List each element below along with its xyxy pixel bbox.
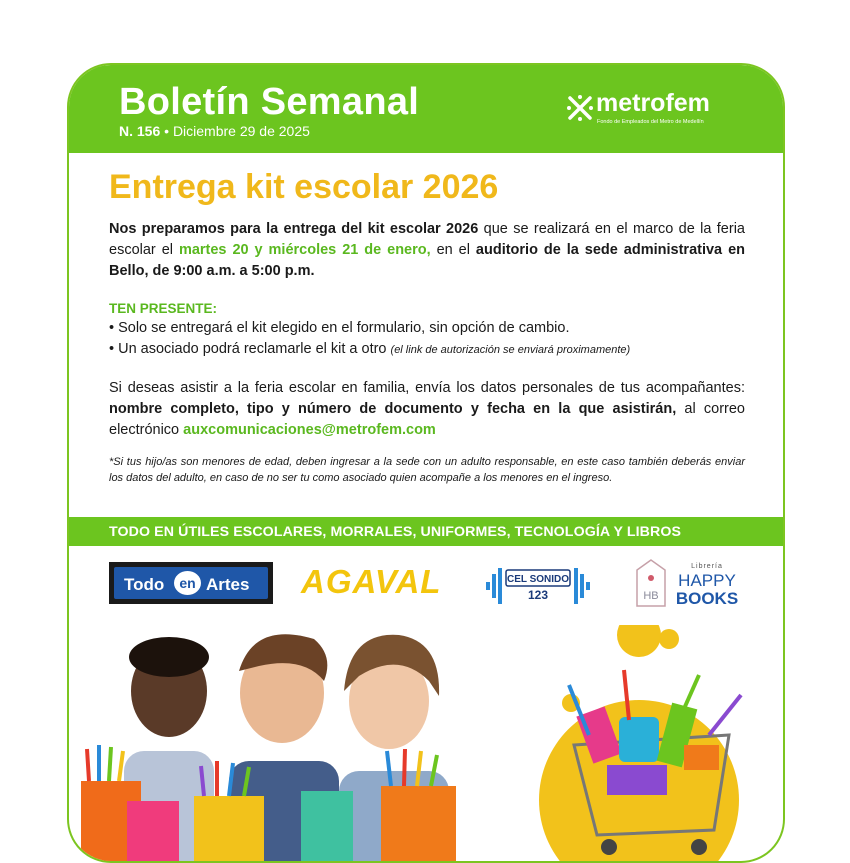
metrofem-x-icon	[566, 94, 594, 122]
bulletin-title: Boletín Semanal	[119, 81, 420, 123]
logo-tagline: Fondo de Empleados del Metro de Medellín	[597, 119, 704, 125]
article-intro	[109, 219, 745, 282]
cel-sonido-123-logo	[484, 558, 592, 614]
intro-bold: Nos preparamos para la entrega del kit escolar 2026	[109, 221, 479, 237]
family-text: Si deseas asistir a la feria escolar en familia, envía los datos personales de tus acompañantes:	[109, 380, 745, 396]
intro-text-2: en el	[430, 242, 476, 258]
children-photo	[69, 621, 509, 863]
books-word: BOOKS	[675, 589, 739, 608]
bullet-item	[109, 341, 630, 357]
en-word: en	[174, 571, 201, 595]
bulletin-card	[67, 63, 785, 863]
bullet-text: • Un asociado podrá reclamarle el kit a otro	[109, 341, 387, 357]
bulletin-subtitle	[119, 123, 310, 139]
products-band	[69, 517, 783, 546]
sonido-number: 123	[527, 588, 549, 602]
bullet-note: (el link de autorización se enviará proximamente)	[390, 344, 631, 356]
ten-presente-heading: TEN PRESENTE:	[109, 301, 218, 316]
issue-number: N. 156	[119, 123, 161, 139]
sonido-name: CEL SONIDO	[506, 574, 570, 585]
minors-note: *Si tus hijo/as son menores de edad, deben ingresar a la sede con un adulto responsable, en este caso también deberás enviar los datos del adulto, en caso de no ser tu como asociado quien acompañe a los menores en el ingreso.	[109, 456, 745, 484]
issue-date: Diciembre 29 de 2025	[172, 123, 310, 139]
article-family-paragraph	[109, 378, 745, 441]
logo-name: metrofem	[596, 89, 710, 117]
intro-dates: martes 20 y miércoles 21 de enero,	[178, 242, 431, 258]
products-band-text: TODO EN ÚTILES ESCOLARES, MORRALES, UNIFORMES, TECNOLOGÍA Y LIBROS	[109, 524, 682, 540]
intro-location: auditorio de la sede administrativa en Bello, de 9:00 a.m. a 5:00 p.m.	[109, 242, 745, 279]
contact-email-link[interactable]: auxcomunicaciones@metrofem.com	[183, 422, 436, 438]
bullet-item: • Solo se entregará el kit elegido en el formulario, sin opción de cambio.	[109, 320, 570, 336]
todo-word: Todo	[124, 575, 165, 594]
family-required-data: nombre completo, tipo y número de documento y fecha en la que asistirán,	[109, 401, 677, 417]
happy-small-label: Librería	[691, 563, 723, 570]
artes-word: Artes	[206, 575, 250, 594]
article-title: Entrega kit escolar 2026	[109, 168, 499, 206]
metrofem-logo	[566, 91, 736, 131]
agaval-logo: AGAVAL	[301, 563, 442, 600]
bulletin-header	[69, 65, 783, 153]
happy-monogram: HB	[643, 590, 659, 602]
happy-books-logo	[629, 556, 745, 616]
todo-en-artes-logo	[109, 562, 273, 604]
family-text-2: al correo electrónico	[109, 401, 745, 438]
separator: •	[160, 123, 173, 139]
intro-text: que se realizará en el marco de la feria escolar el	[109, 221, 745, 258]
school-supplies-cart-image	[479, 625, 779, 863]
happy-word: HAPPY	[678, 571, 736, 590]
